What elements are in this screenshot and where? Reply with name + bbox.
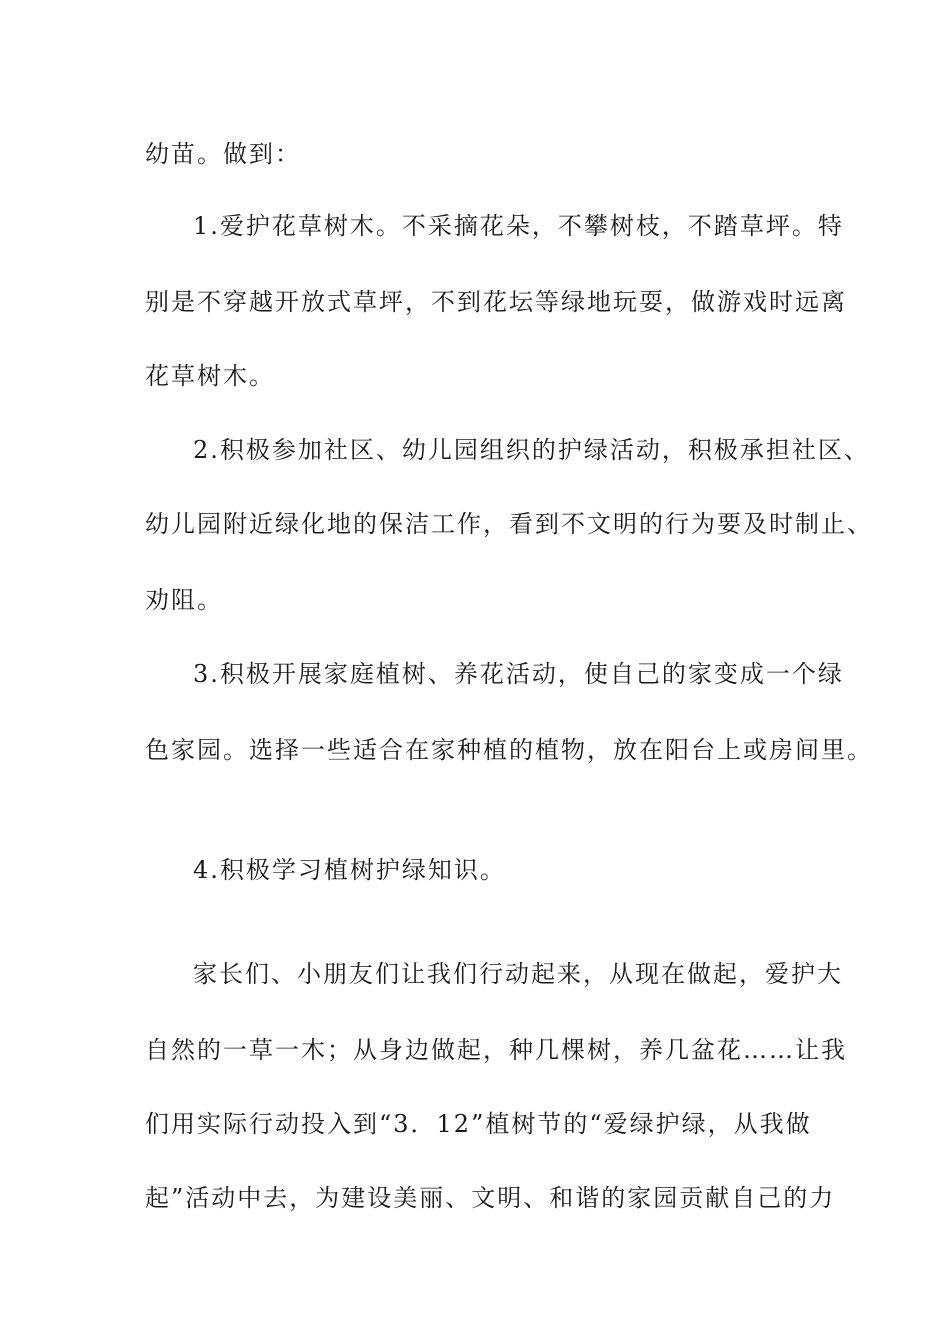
text-line: 们用实际行动投入到“3．12”植树节的“爱绿护绿，从我做 bbox=[145, 1110, 812, 1138]
list-item-4: 4.积极学习植树护绿知识。 bbox=[193, 856, 506, 884]
list-item-3: 3.积极开展家庭植树、养花活动，使自己的家变成一个绿 bbox=[193, 660, 844, 688]
text-line: 别是不穿越开放式草坪，不到花坛等绿地玩耍，做游戏时远离 bbox=[145, 288, 847, 316]
paragraph-start: 家长们、小朋友们让我们行动起来，从现在做起，爱护大 bbox=[193, 960, 843, 988]
text-line: 自然的一草一木；从身边做起，种几棵树，养几盆花……让我 bbox=[145, 1036, 847, 1064]
text-line: 幼儿园附近绿化地的保洁工作，看到不文明的行为要及时制止、 bbox=[145, 510, 873, 538]
list-item-1: 1.爱护花草树木。不采摘花朵，不攀树枝，不踏草坪。特 bbox=[193, 212, 844, 240]
text-line: 起”活动中去，为建设美丽、文明、和谐的家园贡献自己的力 bbox=[145, 1184, 836, 1212]
list-item-2: 2.积极参加社区、幼儿园组织的护绿活动，积极承担社区、 bbox=[193, 436, 870, 464]
text-line: 幼苗。做到： bbox=[145, 140, 301, 168]
text-line: 劝阻。 bbox=[145, 586, 223, 614]
text-line: 色家园。选择一些适合在家种植的植物，放在阳台上或房间里。 bbox=[145, 736, 873, 764]
text-line: 花草树木。 bbox=[145, 362, 275, 390]
